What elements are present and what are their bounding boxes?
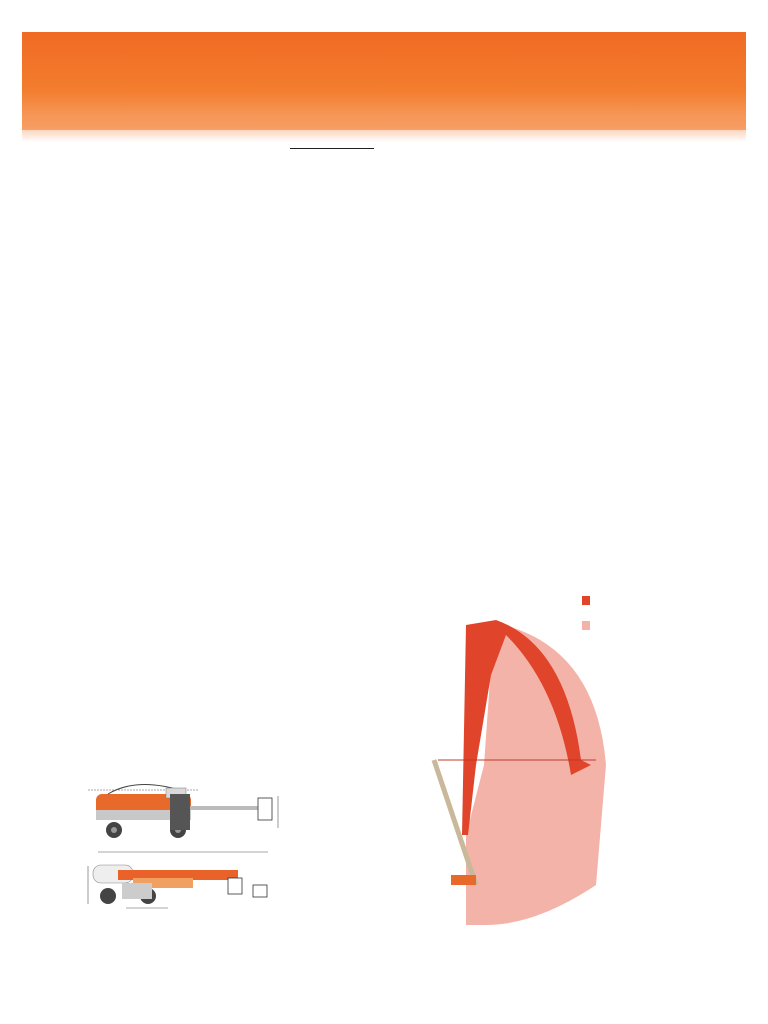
legend-swatch-1000lb bbox=[582, 621, 590, 630]
features-column bbox=[396, 143, 546, 145]
legend-swatch-500lb bbox=[582, 596, 590, 605]
header-banner-fade bbox=[22, 118, 746, 142]
options-column bbox=[554, 143, 704, 146]
side-view-drawing bbox=[88, 784, 278, 838]
machine-drawings bbox=[78, 770, 378, 920]
machine-icon bbox=[451, 875, 476, 885]
range-chart bbox=[396, 585, 636, 945]
top-view-drawing bbox=[88, 852, 268, 908]
model-column-header bbox=[290, 146, 374, 149]
header-banner bbox=[22, 32, 746, 130]
